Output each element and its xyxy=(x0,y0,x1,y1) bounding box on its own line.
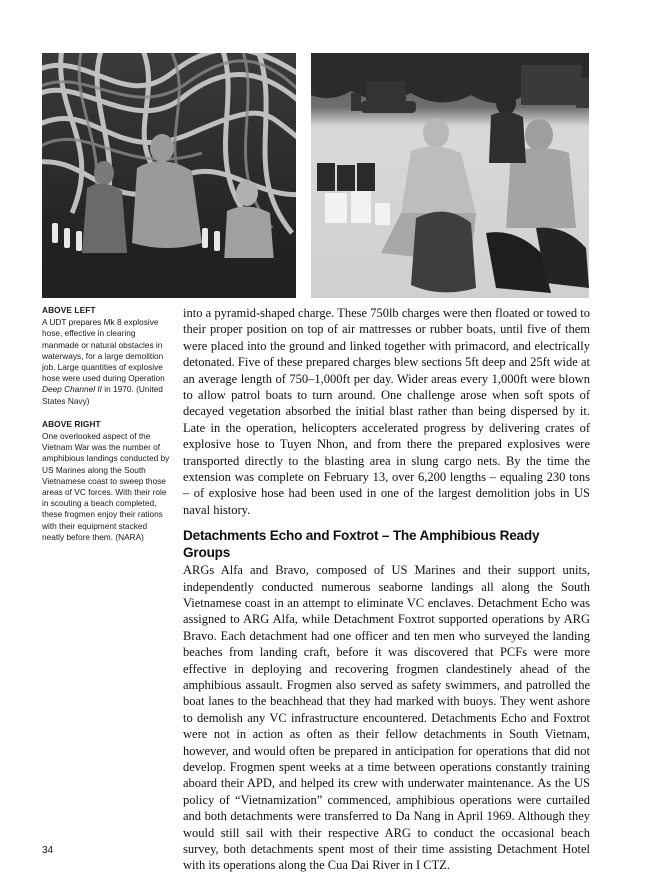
section-heading: Detachments Echo and Foxtrot – The Amphibious Ready Groups xyxy=(183,528,540,560)
body-paragraph: ARGs Alfa and Bravo, composed of US Marines and their support units, independently conducted numerous seaborne landings all along the South Vietnamese coast in an attempt to eliminate VC enclaves. Detachment Echo was assigned to ARG Alfa, while Detachment Foxtrot supported operations by ARG Bravo. Each detachment had one officer and ten men who surveyed the landing beaches from landing craft, before it was discovered that PCFs were more effective in deploying and recovering frogmen clandestinely ahead of the amphibious assault. Frogmen also served as safety swimmers, and patrolled the boat lanes to the beachhead that they had marked with buoys. They went ashore to demolish any VC infrastructure encountered. Detachments Echo and Foxtrot were not in action as often as their fellow detachments in South Vietnam, however, and would often be prepared in anticipation for operations that did not develop. Frogmen spent weeks at a time between operations constantly training aboard their APD, and helped its crew with underwater maintenance. As the US policy of “Vietnamization” commenced, amphibious operations were curtailed and both detachments were transferred to Da Nang in April 1969. Although they would still sail with their respective ARG to conduct the occasional beach survey, both detachments spent most of their time assisting Detachment Hotel with its operations along the Cua Dai River in I CTZ. xyxy=(183,563,590,873)
body-paragraph: into a pyramid-shaped charge. These 750lb charges were then floated or towed to their proper position on top of air mattresses or rubber boats, until five of them were placed into the ground and linked together with primacord, and electrically detonated. Five of these prepared charges blew sections 5ft deep and 25ft wide at an average length of 750–1,000ft per day. Wider areas every 1,000ft were blown to allow patrol boats to turn around. One challenge arose when soft spots of decayed vegetation absorbed the initial blast rather than being dispersed by it. Late in the operation, helicopters accelerated progress by delivering crates of explosive hose to Tuyen Nhon, and from there the prepared explosives were transported directly to the blasting area in slung cargo nets. By the time the extension was complete on February 13, over 6,200 lengths – equaling 230 tons – of explosive hose had been used in one of the largest demolition jobs in US naval history. xyxy=(183,306,590,517)
page-number: 34 xyxy=(42,845,54,856)
hose-photo-illustration xyxy=(42,53,296,298)
caption-above-left: A UDT prepares Mk 8 explosive hose, effective in clearing manmade or natural obstacles in waterways, for a large demolition job. Large quantities of explosive hose were used during Operation Deep Channel II in 1970. (United States Navy) xyxy=(42,317,165,406)
caption-heading-above-right: ABOVE RIGHT xyxy=(42,418,101,429)
beach-photo-illustration xyxy=(311,53,589,298)
photo-above-right xyxy=(311,53,589,298)
photo-above-left xyxy=(42,53,296,298)
caption-column xyxy=(42,305,170,555)
body-text-column xyxy=(183,305,590,874)
caption-above-right: One overlooked aspect of the Vietnam War was the number of amphibious landings conducted by US Marines along the South Vietnamese coast to sweep those areas of VC forces. With their role in scouting a beach completed, these frogmen enjoy their rations with their equipment stacked neatly before them. (NARA) xyxy=(42,431,170,542)
caption-heading-above-left: ABOVE LEFT xyxy=(42,305,96,315)
